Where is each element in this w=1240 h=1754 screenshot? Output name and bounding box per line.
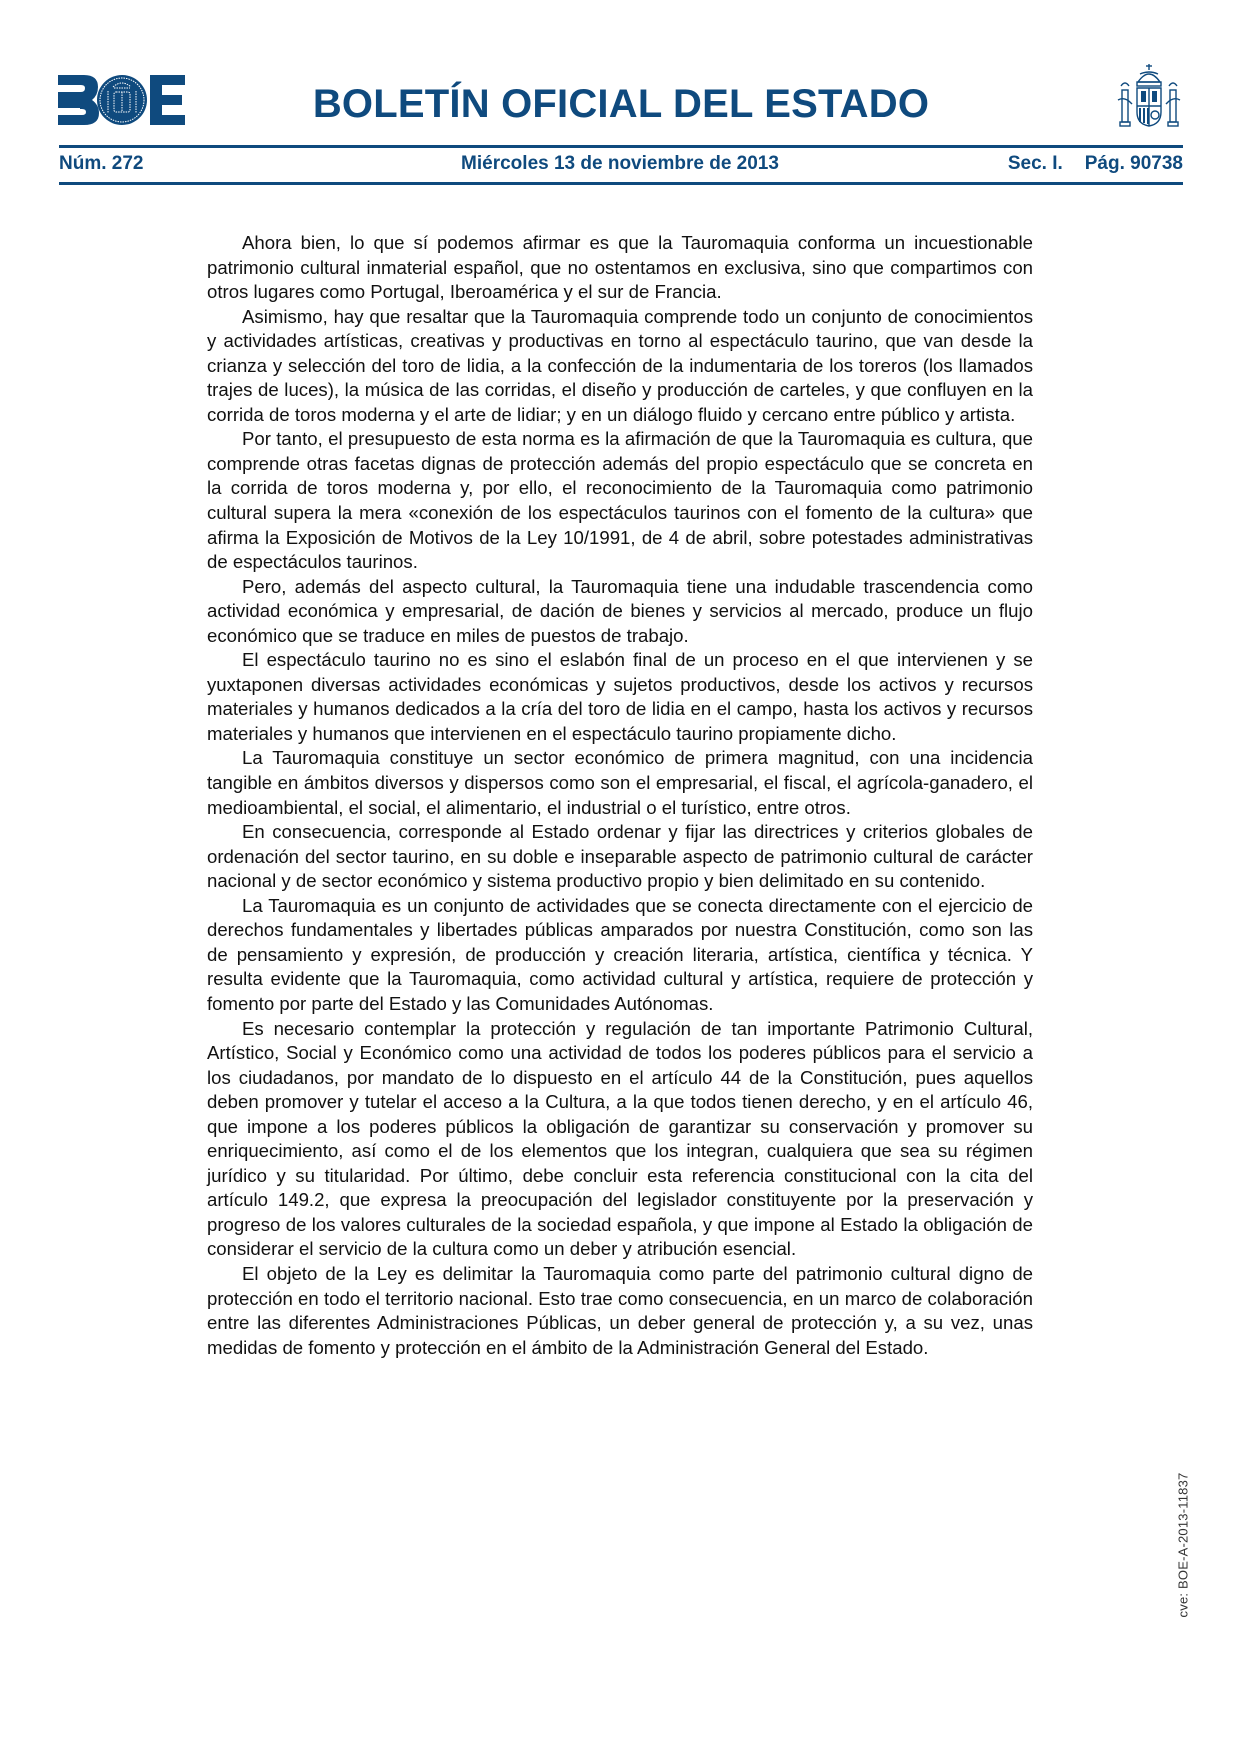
page-number: Pág. 90738 — [1084, 153, 1183, 174]
boe-logo-icon — [58, 75, 185, 125]
paragraph: Es necesario contemplar la protección y regulación de tan importante Patrimonio Cultural, Artístico, Social y Económico como una actividad de todos los poderes públicos para el servicio a los ciudadanos, por mandato de lo dispuesto en el artículo 44 de la Constitución, pues aquellos deben promover y tutelar el acceso a la Cultura, a la que todos tienen derecho, y en el artículo 46, que impone a los poderes públicos la obligación de garantizar su conservación y promover su enriquecimiento, así como el de los elementos que los integran, cualquiera que sea su régimen jurídico y su titularidad. Por último, debe concluir esta referencia constitucional con la cita del artículo 149.2, que expresa la preocupación del legislador constituyente por la preservación y progreso de los valores culturales de la sociedad española, y que impone al Estado la obligación de considerar el servicio de la cultura como un deber y atribución esencial. — [207, 1017, 1033, 1260]
header-rule-top — [59, 145, 1183, 148]
section-page-info — [1008, 152, 1183, 176]
issue-date: Miércoles 13 de noviembre de 2013 — [461, 153, 779, 174]
header-rule-bottom — [59, 182, 1183, 185]
paragraph: Pero, además del aspecto cultural, la Tauromaquia tiene una indudable trascendencia como actividad económica y empresarial, de dación de bienes y servicios al mercado, produce un flujo económico que se traduce en miles de puestos de trabajo. — [207, 575, 1033, 646]
paragraph: La Tauromaquia constituye un sector económico de primera magnitud, con una incidencia tangible en ámbitos diversos y dispersos como son el empresarial, el fiscal, el agrícola-ganadero, el medioambiental, el social, el alimentario, el industrial o el turístico, entre otros. — [207, 747, 1033, 818]
issue-number: Núm. 272 — [59, 153, 144, 174]
paragraph: Por tanto, el presupuesto de esta norma es la afirmación de que la Tauromaquia es cultura, que comprende otras facetas dignas de protección además del propio espectáculo que se concreta en la corrida de toros moderna y, por ello, el reconocimiento de la Tauromaquia como patrimonio cultural supera la mera «conexión de los espectáculos taurinos con el fomento de la cultura» que afirma la Exposición de Motivos de la Ley 10/1991, de 4 de abril, sobre potestades administrativas de espectáculos taurinos. — [207, 428, 1033, 573]
paragraph: La Tauromaquia es un conjunto de actividades que se conecta directamente con el ejercicio de derechos fundamentales y libertades públicas amparados por nuestra Constitución, como son las de pensamiento y expresión, de producción y creación literaria, artística, científica y técnica. Y resulta evidente que la Tauromaquia, como actividad cultural y artística, requiere de protección y fomento por parte del Estado y las Comunidades Autónomas. — [207, 894, 1033, 1014]
paragraph: Ahora bien, lo que sí podemos afirmar es que la Tauromaquia conforma un incuestionable patrimonio cultural inmaterial español, que no ostentamos en exclusiva, sino que compartimos con otros lugares como Portugal, Iberoamérica y el sur de Francia. — [207, 232, 1033, 303]
publication-title: BOLETÍN OFICIAL DEL ESTADO — [312, 82, 930, 126]
paragraph: En consecuencia, corresponde al Estado ordenar y fijar las directrices y criterios globales de ordenación del sector taurino, en su doble e inseparable aspecto de patrimonio cultural de carácter nacional y de sector económico y sistema productivo propio y bien delimitado en su contenido. — [207, 821, 1033, 892]
paragraph: Asimismo, hay que resaltar que la Tauromaquia comprende todo un conjunto de conocimientos y actividades artísticas, creativas y productivas en torno al espectáculo taurino, que van desde la crianza y selección del toro de lidia, a la confección de la indumentaria de los toreros (los llamados trajes de luces), la música de las corridas, el diseño y producción de carteles, y que confluyen en la corrida de toros moderna y el arte de lidiar; y en un diálogo fluido y cercano entre público y artista. — [207, 305, 1033, 425]
document-body — [207, 231, 1033, 1360]
spanish-coat-of-arms-icon — [1116, 60, 1182, 132]
cve-identifier: cve: BOE-A-2013-11837 — [1175, 1472, 1191, 1618]
paragraph: El espectáculo taurino no es sino el eslabón final de un proceso en el que intervienen y se yuxtaponen diversas actividades económicas y sujetos productivos, desde los activos y recursos materiales y humanos dedicados a la cría del toro de lidia en el campo, hasta los activos y recursos materiales y humanos que intervienen en el espectáculo taurino propiamente dicho. — [207, 649, 1033, 744]
section-label: Sec. I. — [1007, 153, 1063, 174]
paragraph: El objeto de la Ley es delimitar la Tauromaquia como parte del patrimonio cultural digno de protección en todo el territorio nacional. Esto trae como consecuencia, en un marco de colaboración entre las diferentes Administraciones Públicas, un deber general de protección y, a su vez, unas medidas de fomento y protección en el ámbito de la Administración General del Estado. — [207, 1262, 1033, 1358]
